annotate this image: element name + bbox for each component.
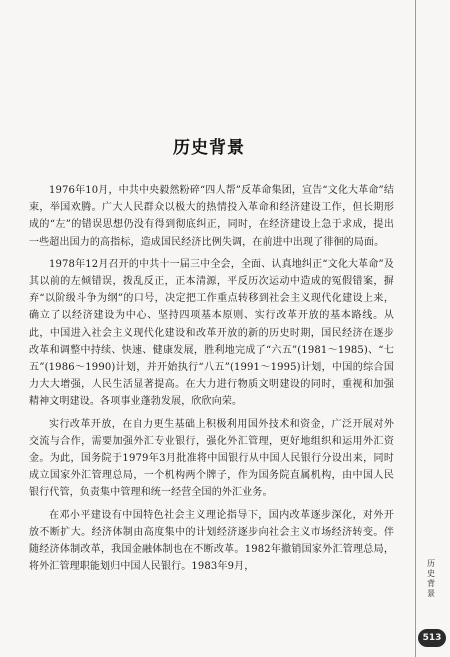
paragraph-4: 在邓小平建设有中国特色社会主义理论指导下，国内改革逐步深化，对外开放不断扩大。经济体制由高度集中的计划经济逐步向社会主义市场经济转变。伴随经济体制改革，我国金融体制也在不断改革。1982年撤销国家外汇管理总局，将外汇管理职能划归中国人民银行。1983年9月， xyxy=(29,509,394,573)
paragraph-3: 实行改革开放，在自力更生基础上积极利用国外技术和资金，广泛开展对外交流与合作，需要加强外汇专业银行，强化外汇管理，更好地组织和运用外汇资金。为此，国务院于1979年3月批准将中国银行从中国人民银行分设出来，同时成立国家外汇管理总局，一个机构两个牌子，作为国务院直属机构，由中国人民银行代管，负责集中管理和统一经营全国的外汇业务。 xyxy=(29,418,394,499)
paragraph-1: 1976年10月，中共中央毅然粉碎“四人帮”反革命集团，宣告“文化大革命”结束，举国欢腾。广大人民群众以极大的热情投入革命和经济建设工作，但长期形成的“左”的错误思想仍没有得到彻底纠正，同时，在经济建设上急于求成，提出一些超出国力的高指标，造成国民经济比例失调，在前进中出现了徘徊的局面。 xyxy=(29,185,394,248)
margin-divider xyxy=(415,0,416,657)
running-section-label: 历史背景 xyxy=(427,559,435,598)
paragraph-2: 1978年12月召开的中共十一届三中全会，全面、认真地纠正“文化大革命”及其以前的左倾错误，拨乱反正，正本清源，平反历次运动中造成的冤假错案，摒弃“以阶级斗争为纲”的口号，决定把工作重点转移到社会主义现代化建设上来，确立了以经济建设为中心、坚持四项基本原则、实行改革开放的基本路线。从此，中国进入社会主义现代化建设和改革开放的新的历史时期，国民经济在逐步改革和调整中持续、快速、健康发展，胜利地完成了“六五”(1981～1985)、“七五”(1986～1990)计划，并开始执行“八五”(1991～1995)计划，中国的综合国力大大增强，人民生活显著提高。在大力进行物质文明建设的同时，重视和加强精神文明建设。各项事业蓬勃发展，欣欣向荣。 xyxy=(29,258,394,408)
section-title: 历史背景 xyxy=(173,138,245,158)
page-number: 513 xyxy=(418,629,446,647)
body-text xyxy=(29,182,394,580)
